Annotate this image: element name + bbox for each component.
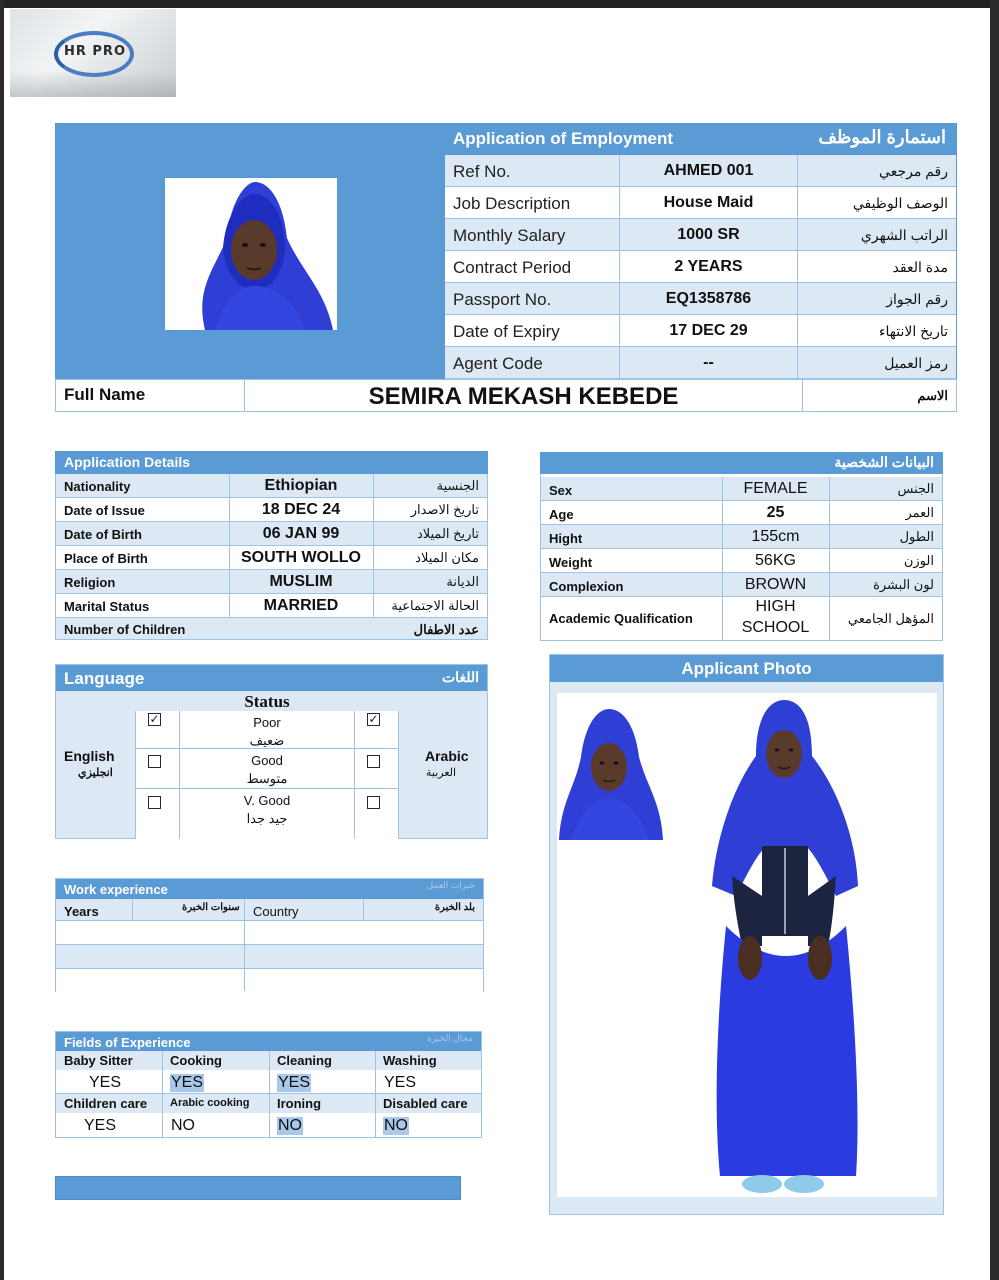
detail-row-marital <box>55 594 488 618</box>
row-value: EQ1358786 <box>620 283 798 314</box>
detail-row-children <box>55 618 488 640</box>
field-value: YES <box>84 1117 117 1134</box>
personal-label: Complexion <box>549 579 624 594</box>
divider <box>802 380 803 411</box>
field-cell <box>376 1094 481 1113</box>
row-label-ar: الوصف الوظيفي <box>852 195 948 211</box>
footer-bar <box>55 1176 461 1200</box>
row-label: Ref No. <box>445 155 620 186</box>
divider <box>373 522 374 545</box>
employment-row-salary <box>445 219 956 251</box>
language-section <box>55 664 488 839</box>
detail-label-ar: تاريخ الاصدار <box>410 502 479 517</box>
work-row <box>56 969 483 993</box>
work-experience-header <box>56 879 483 899</box>
language-grid <box>135 711 399 839</box>
work-experience-title-ar: خبرات العمل <box>426 880 475 890</box>
personal-label-ar: الوزن <box>903 553 934 568</box>
work-row <box>56 921 483 945</box>
arabic-vgood-checkbox[interactable] <box>367 796 380 809</box>
divider <box>244 899 245 991</box>
field-value: YES <box>171 1074 204 1091</box>
personal-label: Sex <box>549 483 573 498</box>
field-cell <box>56 1094 163 1113</box>
logo-shadow <box>10 71 176 97</box>
personal-value-line1: HIGH <box>755 598 796 615</box>
level-ar: متوسط <box>246 771 288 786</box>
detail-label: Date of Issue <box>64 503 145 518</box>
detail-label-ar: الجنسية <box>436 478 479 493</box>
row-label: Passport No. <box>445 283 620 314</box>
personal-value: 25 <box>766 504 785 521</box>
english-poor-checkbox[interactable]: ✓ <box>149 712 160 726</box>
english-vgood-checkbox[interactable] <box>148 796 161 809</box>
field-label: Cooking <box>170 1053 222 1068</box>
personal-label-ar: العمر <box>905 505 934 520</box>
level-ar: جيد جدا <box>246 811 288 826</box>
english-label-ar: انجليزي <box>78 767 113 779</box>
divider <box>373 498 374 521</box>
arabic-check-cell <box>354 711 398 748</box>
language-title-ar: اللغات <box>442 669 479 685</box>
applicant-headshot <box>557 707 663 840</box>
arabic-check-cell <box>354 789 398 839</box>
row-label-ar: مدة العقد <box>892 259 948 275</box>
company-logo <box>10 9 176 97</box>
english-check-cell <box>136 789 180 839</box>
field-cell <box>376 1113 481 1137</box>
full-name-value: SEMIRA MEKASH KEBEDE <box>368 383 679 410</box>
applicant-full-body <box>686 696 886 1196</box>
detail-row-nationality <box>55 474 488 498</box>
level-label <box>180 792 354 828</box>
personal-row-height <box>540 525 943 549</box>
field-cell <box>56 1070 163 1093</box>
employment-row-contract <box>445 251 956 283</box>
country-label-ar: بلد الخبرة <box>434 902 475 913</box>
detail-row-religion <box>55 570 488 594</box>
divider <box>363 899 364 921</box>
row-label-ar: رمز العميل <box>884 355 948 371</box>
divider <box>132 899 133 921</box>
detail-label: Number of Children <box>64 622 186 637</box>
personal-value-line2: SCHOOL <box>741 619 810 636</box>
personal-value: 56KG <box>755 552 796 569</box>
employment-title: Application of Employment <box>453 129 674 148</box>
employment-row-ref <box>445 155 956 187</box>
country-label: Country <box>253 904 299 919</box>
field-cell <box>270 1113 376 1137</box>
detail-label: Date of Birth <box>64 527 142 542</box>
personal-label: Academic Qualification <box>549 611 693 626</box>
field-label: Children care <box>64 1096 148 1111</box>
detail-label-ar: الحالة الاجتماعية <box>391 598 479 613</box>
field-label: Disabled care <box>383 1096 468 1111</box>
field-cell <box>270 1094 376 1113</box>
row-value: House Maid <box>620 187 798 218</box>
fields-label-row-2 <box>56 1094 481 1113</box>
arabic-label-ar: العربية <box>426 767 457 779</box>
detail-label: Place of Birth <box>64 551 148 566</box>
divider <box>373 474 374 497</box>
fields-value-row-1 <box>56 1070 481 1094</box>
detail-label-ar: الديانة <box>446 574 479 589</box>
field-label: Ironing <box>277 1096 322 1111</box>
row-label: Job Description <box>445 187 620 218</box>
work-experience-title: Work experience <box>64 882 168 897</box>
personal-label-ar: المؤهل الجامعي <box>847 611 934 626</box>
application-details-title: Application Details <box>55 451 488 474</box>
level-en: Poor <box>253 715 281 730</box>
detail-value: Ethiopian <box>264 477 338 494</box>
divider <box>373 570 374 593</box>
fields-label-row-1 <box>56 1051 481 1070</box>
personal-row-academic <box>540 597 943 641</box>
personal-label: Weight <box>549 555 593 570</box>
language-title: Language <box>64 669 145 688</box>
field-label: Baby Sitter <box>64 1053 133 1068</box>
personal-label: Hight <box>549 531 583 546</box>
personal-row-sex <box>540 477 943 501</box>
fields-value-row-2 <box>56 1113 481 1137</box>
full-body-photo-icon <box>686 696 886 1196</box>
level-en: Good <box>251 753 283 768</box>
window-left-edge <box>0 0 4 1280</box>
field-cell <box>376 1070 481 1093</box>
applicant-photo-title: Applicant Photo <box>550 655 943 682</box>
detail-value: MUSLIM <box>269 573 333 590</box>
work-row <box>56 945 483 969</box>
arabic-good-checkbox[interactable] <box>367 755 380 768</box>
personal-data-table <box>540 452 943 641</box>
field-cell <box>270 1070 376 1093</box>
divider <box>373 594 374 617</box>
row-value: 1000 SR <box>620 219 798 250</box>
full-name-label-ar: الاسم <box>917 388 948 403</box>
employment-header <box>445 124 956 154</box>
field-cell <box>163 1051 270 1070</box>
window-top-edge <box>0 0 999 8</box>
divider <box>829 573 830 596</box>
personal-label-ar: لون البشرة <box>873 577 934 592</box>
employment-table <box>445 155 956 379</box>
fields-title-ar: مجال الخبرة <box>427 1033 473 1043</box>
window-right-edge <box>990 0 999 1280</box>
field-label: Cleaning <box>277 1053 332 1068</box>
field-cell <box>163 1113 270 1137</box>
arabic-label: Arabic <box>425 748 469 764</box>
row-label: Date of Expiry <box>445 315 620 346</box>
row-label-ar: رقم مرجعي <box>879 163 948 179</box>
divider <box>829 549 830 572</box>
field-value: NO <box>278 1117 302 1134</box>
field-value: YES <box>89 1074 122 1091</box>
field-value: YES <box>278 1074 311 1091</box>
detail-row-issue <box>55 498 488 522</box>
employment-row-agent <box>445 347 956 379</box>
field-cell <box>270 1051 376 1070</box>
detail-row-birth <box>55 522 488 546</box>
personal-row-complexion <box>540 573 943 597</box>
employment-title-ar: استمارة الموظف <box>818 127 946 147</box>
personal-data-title: البيانات الشخصية <box>540 452 943 474</box>
level-label <box>180 714 354 750</box>
field-cell <box>376 1051 481 1070</box>
detail-value: 06 JAN 99 <box>262 525 340 542</box>
employment-row-passport <box>445 283 956 315</box>
field-label: Washing <box>383 1053 437 1068</box>
field-cell <box>56 1051 163 1070</box>
arabic-check-cell <box>354 749 398 788</box>
full-name-row <box>55 379 957 412</box>
divider <box>373 546 374 569</box>
logo-text: HR PRO <box>63 44 126 59</box>
divider <box>829 597 830 640</box>
field-value: NO <box>384 1117 408 1134</box>
english-good-checkbox[interactable] <box>148 755 161 768</box>
detail-label: Nationality <box>64 479 131 494</box>
personal-label: Age <box>549 507 574 522</box>
years-label: Years <box>64 904 99 919</box>
divider <box>829 501 830 524</box>
detail-value: 18 DEC 24 <box>261 501 341 518</box>
divider <box>829 477 830 500</box>
language-row-poor <box>136 711 398 749</box>
level-label <box>180 752 354 788</box>
row-label-ar: رقم الجواز <box>886 291 948 307</box>
personal-label-ar: الطول <box>899 529 934 544</box>
headshot-photo-icon <box>557 707 663 840</box>
language-header <box>56 665 487 691</box>
level-ar: ضعيف <box>249 733 285 748</box>
row-value: AHMED 001 <box>620 155 798 186</box>
personal-value: 155cm <box>751 528 800 545</box>
field-value: NO <box>171 1117 195 1134</box>
personal-value: FEMALE <box>743 480 808 497</box>
language-row-vgood <box>136 789 398 839</box>
status-label: Status <box>244 692 290 711</box>
english-label: English <box>64 748 115 764</box>
detail-label: Religion <box>64 575 116 590</box>
level-en: V. Good <box>243 793 291 808</box>
passport-photo <box>165 178 337 330</box>
portrait-photo-icon <box>165 178 337 330</box>
english-check-cell <box>136 711 180 748</box>
fields-header <box>56 1032 481 1051</box>
row-value: 2 YEARS <box>620 251 798 282</box>
application-details-table <box>55 451 488 640</box>
english-check-cell <box>136 749 180 788</box>
detail-label-ar: مكان الميلاد <box>415 550 479 565</box>
row-label-ar: الراتب الشهري <box>860 227 948 243</box>
work-experience-columns <box>56 899 483 921</box>
personal-row-age <box>540 501 943 525</box>
field-value: YES <box>384 1074 417 1091</box>
detail-label-ar: عدد الاطفال <box>413 622 479 637</box>
fields-title: Fields of Experience <box>64 1035 191 1050</box>
row-label: Agent Code <box>445 347 620 378</box>
employment-row-expiry <box>445 315 956 347</box>
full-name-label: Full Name <box>64 385 146 404</box>
field-cell <box>163 1094 270 1113</box>
row-value: -- <box>620 347 798 378</box>
row-value: 17 DEC 29 <box>620 315 798 346</box>
employment-row-job <box>445 187 956 219</box>
detail-label-ar: تاريخ الميلاد <box>416 526 479 541</box>
detail-value: MARRIED <box>263 597 339 614</box>
fields-of-experience-table <box>55 1031 482 1138</box>
personal-row-weight <box>540 549 943 573</box>
arabic-poor-checkbox[interactable]: ✓ <box>368 712 379 726</box>
detail-value: SOUTH WOLLO <box>241 549 361 566</box>
field-cell <box>163 1070 270 1093</box>
row-label: Monthly Salary <box>445 219 620 250</box>
language-row-good <box>136 749 398 789</box>
years-label-ar: سنوات الخبرة <box>182 902 240 913</box>
personal-label-ar: الجنس <box>897 481 934 496</box>
row-label-ar: تاريخ الانتهاء <box>878 323 948 339</box>
divider <box>829 525 830 548</box>
field-label: Arabic cooking <box>170 1097 250 1109</box>
personal-value: BROWN <box>744 576 807 593</box>
work-experience-table <box>55 878 484 992</box>
detail-row-place <box>55 546 488 570</box>
row-label: Contract Period <box>445 251 620 282</box>
detail-label: Marital Status <box>64 599 150 614</box>
field-cell <box>56 1113 163 1137</box>
